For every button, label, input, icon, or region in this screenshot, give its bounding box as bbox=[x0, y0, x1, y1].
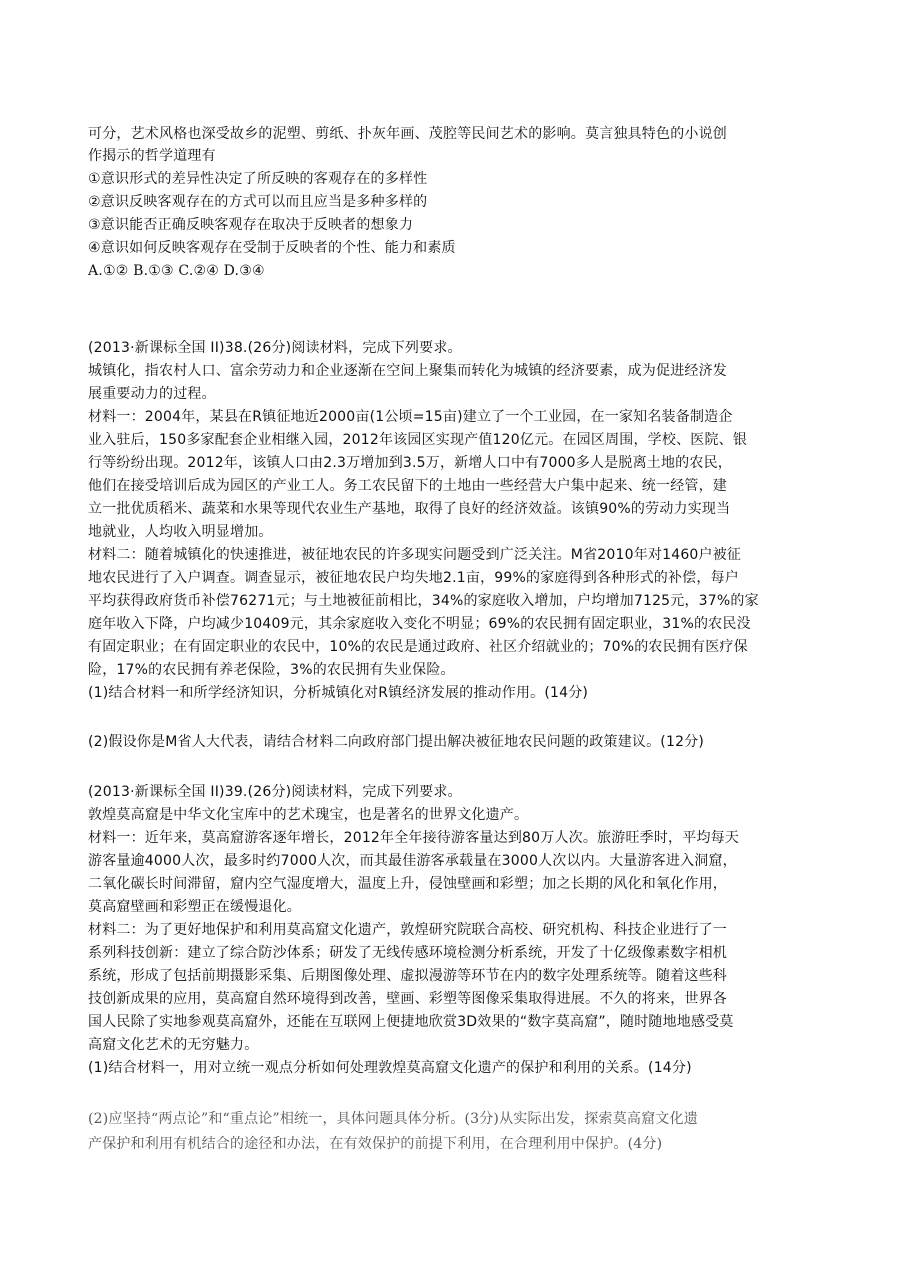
text-line: 敦煌莫高窟是中华文化宝库中的艺术瑰宝，也是著名的世界文化遗产。 bbox=[88, 807, 529, 823]
q39-header: (2013·新课标全国 II)39.(26分)阅读材料，完成下列要求。 bbox=[88, 784, 462, 800]
option-line: ①意识形式的差异性决定了所反映的客观存在的多样性 bbox=[88, 171, 428, 187]
text-line: 业入驻后，150多家配套企业相继入园，2012年该园区实现产值120亿元。在园区周围，学校、医院、银 bbox=[88, 432, 748, 448]
q38-subquestion-2: (2)假设你是M省人大代表，请结合材料二向政府部门提出解决被征地农民问题的政策建议。(12分) bbox=[88, 734, 705, 750]
text-line: 地农民进行了入户调查。调查显示，被征地农民户均失地2.1亩，99%的家庭得到各种形式的补偿，每户 bbox=[88, 570, 739, 586]
q39-subquestion-1: (1)结合材料一，用对立统一观点分析如何处理敦煌莫高窟文化遗产的保护和利用的关系。(14分) bbox=[88, 1060, 692, 1076]
text-line: 有固定职业；在有固定职业的农民中，10%的农民是通过政府、社区介绍就业的；70%的农民拥有医疗保 bbox=[88, 639, 748, 655]
q38-subquestion-1: (1)结合材料一和所学经济知识，分析城镇化对R镇经济发展的推动作用。(14分) bbox=[88, 685, 589, 701]
text-line: 材料二：为了更好地保护和利用莫高窟文化遗产，敦煌研究院联合高校、研究机构、科技企业进行了一 bbox=[88, 922, 727, 938]
text-line: 游客量逾4000人次，最多时约7000人次，而其最佳游客承载量在3000人次以内。大量游客进入洞窟， bbox=[88, 853, 737, 869]
answer-line: (2)应坚持“两点论”和“重点论”相统一，具体问题具体分析。(3分)从实际出发，探索莫高窟文化遗 bbox=[88, 1111, 698, 1127]
option-line: ④意识如何反映客观存在受制于反映者的个性、能力和素质 bbox=[88, 240, 456, 256]
text-line: 二氧化碳长时间滞留，窟内空气湿度增大，温度上升，侵蚀壁画和彩塑；加之长期的风化和氧化作用， bbox=[88, 876, 727, 892]
text-line: 城镇化，指农村人口、富余劳动力和企业逐渐在空间上聚集而转化为城镇的经济要素，成为促进经济发 bbox=[88, 363, 727, 379]
text-line: 他们在接受培训后成为园区的产业工人。务工农民留下的土地由一些经营大户集中起来、统一经管，建 bbox=[88, 478, 727, 494]
answer-line: 产保护和利用有机结合的途径和办法，在有效保护的前提下利用，在合理利用中保护。(4分) bbox=[88, 1136, 663, 1152]
option-line: ③意识能否正确反映客观存在取决于反映者的想象力 bbox=[88, 217, 414, 233]
option-line: ②意识反映客观存在的方式可以而且应当是多种多样的 bbox=[88, 194, 428, 210]
text-line: 可分，艺术风格也深受故乡的泥塑、剪纸、扑灰年画、茂腔等民间艺术的影响。莫言独具特色的小说创 bbox=[88, 126, 727, 142]
text-line: 庭年收入下降，户均减少10409元，其余家庭收入变化不明显；69%的农民拥有固定职业，31%的农民没 bbox=[88, 616, 751, 632]
q38-header: (2013·新课标全国 II)38.(26分)阅读材料，完成下列要求。 bbox=[88, 340, 462, 356]
text-line: 系列科技创新：建立了综合防沙体系；研发了无线传感环境检测分析系统，开发了十亿级像素数字相机 bbox=[88, 945, 727, 961]
text-line: 技创新成果的应用，莫高窟自然环境得到改善，壁画、彩塑等图像采集取得进展。不久的将来，世界各 bbox=[88, 991, 727, 1007]
text-line: 材料一：2004年，某县在R镇征地近2000亩(1公顷=15亩)建立了一个工业园，在一家知名装备制造企 bbox=[88, 409, 733, 425]
answer-choices: A.①② B.①③ C.②④ D.③④ bbox=[88, 263, 265, 279]
text-line: 作揭示的哲学道理有 bbox=[88, 148, 216, 164]
text-line: 高窟文化艺术的无穷魅力。 bbox=[88, 1037, 259, 1053]
text-line: 地就业，人均收入明显增加。 bbox=[88, 524, 273, 540]
text-line: 材料一：近年来，莫高窟游客逐年增长，2012年全年接待游客量达到80万人次。旅游旺季时，平均每天 bbox=[88, 830, 740, 846]
text-line: 系统，形成了包括前期摄影采集、后期图像处理、虚拟漫游等环节在内的数字处理系统等。随着这些科 bbox=[88, 968, 727, 984]
text-line: 行等纷纷出现。2012年，该镇人口由2.3万增加到3.5万，新增人口中有7000多人是脱离土地的农民， bbox=[88, 455, 732, 471]
text-line: 材料二：随着城镇化的快速推进，被征地农民的许多现实问题受到广泛关注。M省2010年对1460户被征 bbox=[88, 547, 742, 563]
text-line: 展重要动力的过程。 bbox=[88, 386, 216, 402]
text-line: 立一批优质稻米、蔬菜和水果等现代农业生产基地，取得了良好的经济效益。该镇90%的劳动力实现当 bbox=[88, 501, 731, 517]
text-line: 险，17%的农民拥有养老保险，3%的农民拥有失业保险。 bbox=[88, 662, 455, 678]
text-line: 国人民除了实地参观莫高窟外，还能在互联网上便捷地欣赏3D效果的“数字莫高窟”，随时随地地感受莫 bbox=[88, 1014, 734, 1030]
text-line: 平均获得政府货币补偿76271元；与土地被征前相比，34%的家庭收入增加，户均增加7125元，37%的家 bbox=[88, 593, 759, 609]
text-line: 莫高窟壁画和彩塑正在缓慢退化。 bbox=[88, 899, 301, 915]
